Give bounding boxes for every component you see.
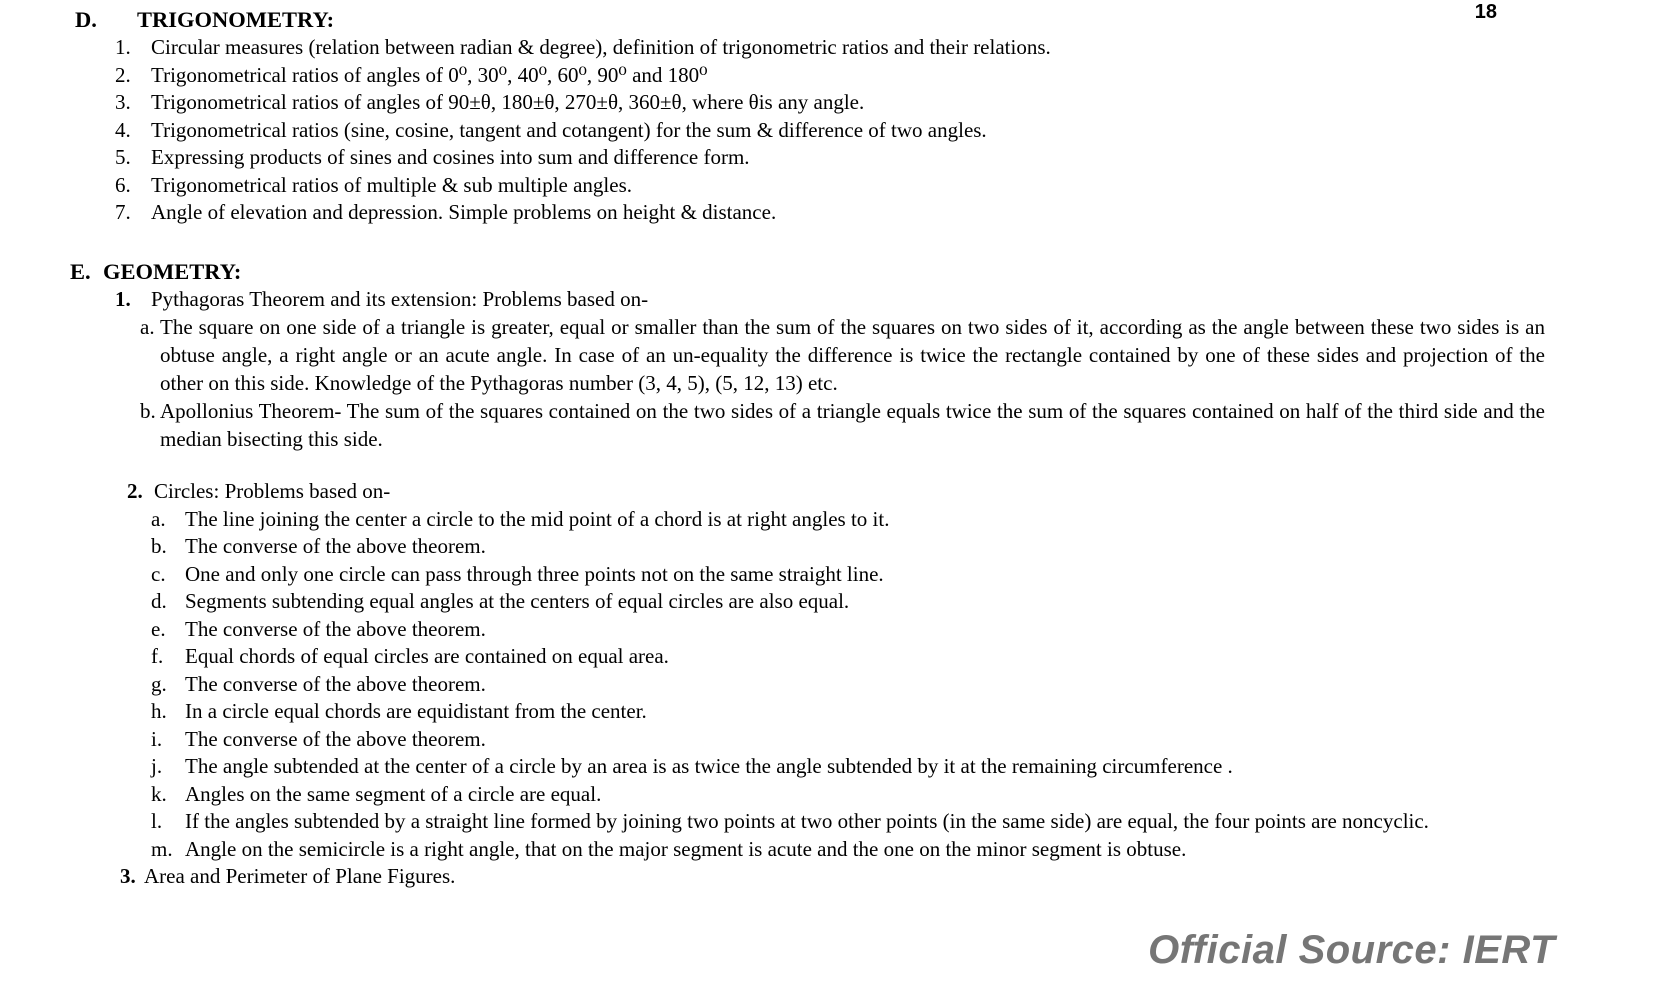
item-marker: 3. — [120, 864, 136, 888]
list-item — [0, 753, 1545, 781]
page-number: 18 — [1474, 1, 1497, 23]
item-marker: c. — [151, 561, 166, 586]
item-text: One and only one circle can pass through three points not on the same straight line. — [185, 561, 884, 586]
section-title: TRIGONOMETRY: — [137, 7, 335, 32]
item-text: The converse of the above theorem. — [185, 616, 486, 641]
item-marker: 2. — [127, 479, 143, 503]
item-marker: m. — [151, 836, 173, 861]
item-marker: 7. — [115, 200, 131, 224]
item-marker: 5. — [115, 145, 131, 169]
item-marker: 1. — [115, 286, 131, 311]
item-text: Equal chords of equal circles are contained on equal area. — [185, 644, 669, 668]
section-label: E. — [70, 258, 91, 284]
item-marker: f. — [151, 644, 164, 668]
item-text: The converse of the above theorem. — [185, 671, 486, 696]
item-marker: a. — [140, 315, 155, 339]
list-item — [0, 698, 1545, 726]
item-marker: e. — [151, 616, 166, 641]
item-text: In a circle equal chords are equidistant from the center. — [185, 699, 647, 723]
item-text: Circles: Problems based on- — [154, 479, 391, 503]
official-source-watermark: Official Source: IERT — [1148, 928, 1555, 972]
list-item — [0, 533, 1545, 561]
item-marker: b. — [140, 399, 156, 423]
section-heading-trigonometry — [0, 6, 1545, 34]
list-item — [0, 671, 1545, 699]
list-item — [0, 117, 1545, 145]
section-label: D. — [75, 7, 97, 32]
item-text: Circular measures (relation between radian & degree), definition of trigonometric ratios and their relations. — [151, 35, 1051, 59]
item-marker: l. — [151, 809, 163, 833]
section-heading-geometry — [0, 258, 1545, 286]
item-text: Trigonometrical ratios of angles of 0⁰, 30⁰, 40⁰, 60⁰, 90⁰ and 180⁰ — [151, 62, 708, 87]
list-item — [0, 478, 1545, 506]
item-text: Trigonometrical ratios of multiple & sub multiple angles. — [151, 172, 633, 197]
item-text: The converse of the above theorem. — [185, 726, 486, 751]
list-item — [0, 616, 1545, 644]
item-marker: g. — [151, 671, 167, 696]
item-marker: 3. — [115, 90, 131, 114]
item-marker: h. — [151, 699, 167, 723]
item-marker: b. — [151, 534, 167, 558]
list-item — [0, 863, 1545, 891]
item-marker: 2. — [115, 62, 131, 87]
section-title: GEOMETRY: — [103, 258, 242, 284]
list-item — [0, 836, 1545, 864]
item-text: Angles on the same segment of a circle are equal. — [185, 781, 602, 806]
list-item — [0, 34, 1545, 62]
item-text: Expressing products of sines and cosines into sum and difference form. — [151, 145, 750, 169]
list-item — [0, 199, 1545, 227]
item-text: Pythagoras Theorem and its extension: Problems based on- — [151, 286, 649, 311]
list-item — [0, 561, 1545, 589]
item-marker: d. — [151, 589, 167, 613]
list-item — [0, 726, 1545, 754]
item-marker: 1. — [115, 35, 131, 59]
list-item — [0, 643, 1545, 671]
item-text: Angle on the semicircle is a right angle, that on the major segment is acute and the one on the minor segment is obtuse. — [185, 836, 1187, 861]
item-text: Angle of elevation and depression. Simple problems on height & distance. — [151, 200, 777, 224]
item-text: The square on one side of a triangle is greater, equal or smaller than the sum of the squares on two sides of it, according as the angle between these two sides is an obtuse angle, a right angle or an acute angle. In case of an un-equality the difference is twice the rectangle contained by one of these sides and projection of the other on this side. Knowledge of the Pythagoras number (3, 4, 5), (5, 12, 13) etc. — [160, 315, 1545, 395]
item-text: The angle subtended at the center of a circle by an area is as twice the angle subtended by it at the remaining circumference . — [185, 754, 1233, 778]
item-text: The converse of the above theorem. — [185, 534, 486, 558]
item-text: Apollonius Theorem- The sum of the squares contained on the two sides of a triangle equals twice the sum of the squares contained on half of the third side and the median bisecting this side. — [160, 399, 1545, 451]
item-text: The line joining the center a circle to the mid point of a chord is at right angles to it. — [185, 506, 890, 531]
list-item — [0, 397, 1545, 453]
list-item — [0, 144, 1545, 172]
item-marker: 6. — [115, 172, 131, 197]
list-item — [0, 313, 1545, 397]
item-text: Area and Perimeter of Plane Figures. — [144, 864, 456, 888]
list-item — [0, 808, 1545, 836]
list-item — [0, 506, 1545, 534]
list-item — [0, 588, 1545, 616]
item-text: Segments subtending equal angles at the centers of equal circles are also equal. — [185, 589, 850, 613]
list-item — [0, 62, 1545, 90]
item-text: If the angles subtended by a straight line formed by joining two points at two other points (in the same side) are equal, the four points are noncyclic. — [185, 809, 1429, 833]
list-item — [0, 89, 1545, 117]
item-marker: a. — [151, 506, 166, 531]
list-item — [0, 286, 1545, 314]
list-item — [0, 172, 1545, 200]
item-text: Trigonometrical ratios (sine, cosine, tangent and cotangent) for the sum & difference of two angles. — [151, 117, 987, 142]
item-marker: 4. — [115, 117, 131, 142]
item-marker: i. — [151, 726, 163, 751]
item-marker: j. — [151, 754, 163, 778]
item-text: Trigonometrical ratios of angles of 90±θ, 180±θ, 270±θ, 360±θ, where θis any angle. — [151, 90, 865, 114]
list-item — [0, 781, 1545, 809]
item-marker: k. — [151, 781, 167, 806]
